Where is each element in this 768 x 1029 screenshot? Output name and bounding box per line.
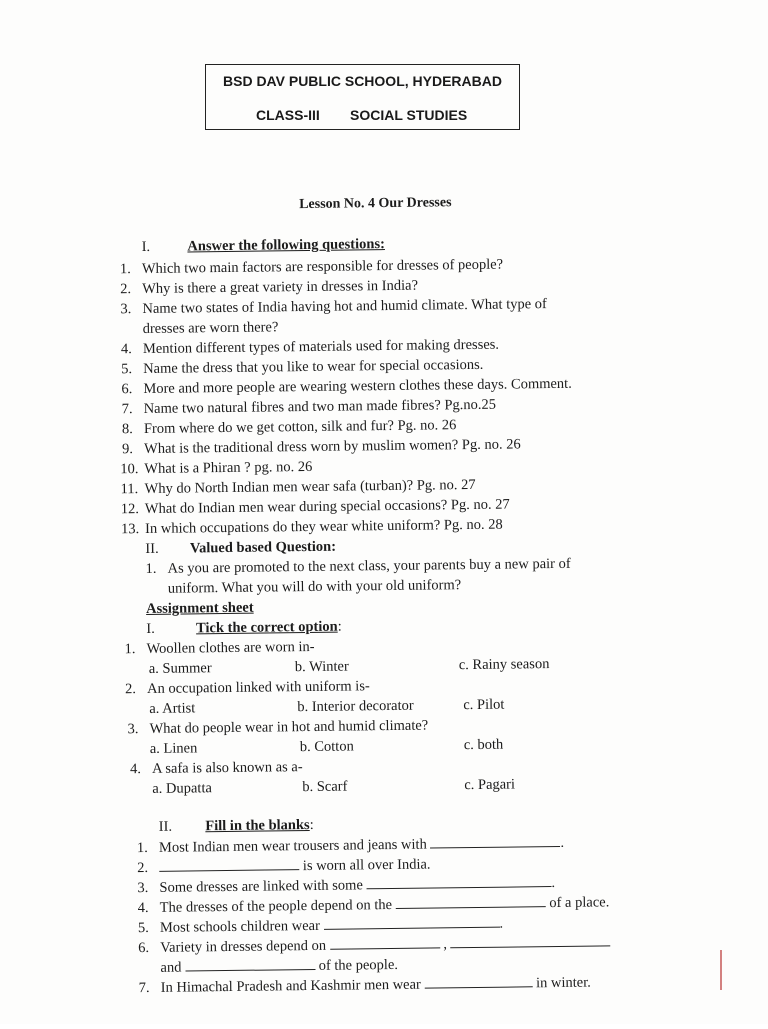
class-label: CLASS-III (256, 107, 320, 123)
school-name: BSD DAV PUBLIC SCHOOL, HYDERABAD (223, 73, 502, 89)
mcq-option-a[interactable]: a. Summer (148, 660, 212, 677)
mcq-option-c[interactable]: c. both (463, 736, 504, 754)
list-item: 13. In which occupations do they wear white uniform? Pg. no. 28 (121, 516, 503, 538)
section2-numeral: II. (145, 540, 159, 557)
fill-item: 3. Some dresses are linked with some . (137, 875, 556, 897)
blank-field[interactable] (366, 874, 551, 889)
mcq-option-c[interactable]: c. Rainy season (458, 656, 550, 674)
list-item: dresses are worn there? (142, 319, 279, 338)
list-item: 5. Name the dress that you like to wear for special occasions. (121, 356, 484, 378)
list-item: 11. Why do North Indian men wear safa (turban)? Pg. no. 27 (120, 476, 476, 498)
blank-field[interactable] (430, 834, 560, 849)
tick-title: Tick the correct option (195, 618, 338, 637)
fill-item: 6. Variety in dresses depend on , (138, 933, 611, 957)
mcq-option-a[interactable]: a. Dupatta (152, 780, 212, 797)
section1-title: Answer the following questions: (187, 236, 385, 255)
section2-title: Valued based Question: (189, 538, 337, 557)
fill-heading: II. Fill in the blanks: (158, 816, 314, 835)
list-item: 12. What do Indian men wear during special occasions? Pg. no. 27 (120, 496, 510, 518)
fill-item: 2. is worn all over India. (137, 856, 431, 877)
fill-item: 5. Most schools children wear . (137, 915, 504, 937)
list-item: 1. Which two main factors are responsible for dresses of people? (119, 256, 504, 278)
section1-heading (142, 236, 385, 256)
list-item: 10. What is a Phiran ? pg. no. 26 (120, 458, 313, 478)
assignment-title: Assignment sheet (145, 599, 254, 617)
list-item: 8. From where do we get cotton, silk and fur? Pg. no. 26 (121, 417, 457, 438)
list-item: 4. Mention different types of materials used for making dresses. (120, 336, 500, 358)
blank-field[interactable] (451, 933, 611, 948)
list-item: 9. What is the traditional dress worn by muslim women? Pg. no. 26 (122, 436, 521, 458)
section2-heading (145, 539, 336, 558)
mcq-option-b[interactable]: b. Winter (294, 658, 349, 676)
value-question-line1: 1. As you are promoted to the next class, your parents buy a new pair of (145, 555, 571, 577)
blank-field[interactable] (323, 915, 499, 930)
fill-item: 7. In Himachal Pradesh and Kashmir men wear in winter. (138, 974, 591, 997)
mcq-option-c[interactable]: c. Pagari (464, 776, 516, 794)
blank-field[interactable] (185, 957, 315, 972)
mcq-question: 2. An occupation linked with uniform is- (124, 678, 370, 698)
blank-field[interactable] (159, 857, 299, 872)
blank-field[interactable] (424, 974, 532, 988)
fill-item: 4. The dresses of the people depend on the of a place. (137, 894, 610, 917)
mcq-question: 4. A safa is also known as a- (129, 759, 303, 778)
mcq-option-a[interactable]: a. Artist (149, 700, 196, 717)
list-item: 2. Why is there a great variety in dresses in India? (120, 277, 419, 298)
fill-item: and of the people. (160, 956, 399, 976)
lesson-title: Lesson No. 4 Our Dresses (299, 195, 452, 213)
list-item: 7. Name two natural fibres and two man made fibres? Pg.no.25 (121, 396, 497, 418)
blank-field[interactable] (330, 935, 440, 949)
fill-title: Fill in the blanks (205, 816, 310, 835)
tick-heading: I. Tick the correct option: (146, 618, 342, 637)
mcq-option-b[interactable]: b. Interior decorator (297, 697, 414, 716)
blank-field[interactable] (396, 894, 546, 909)
mcq-option-b[interactable]: b. Scarf (302, 778, 348, 796)
mcq-question: 1. Woollen clothes are worn in- (124, 638, 315, 658)
list-item: 3. Name two states of India having hot and humid climate. What type of (120, 296, 547, 318)
value-question-line2: uniform. What you will do with your old uniform? (167, 577, 462, 597)
fill-item: 1. Most Indian men wear trousers and jeans with . (136, 834, 565, 857)
section1-numeral: I. (141, 238, 151, 256)
list-item: 6. More and more people are wearing western clothes these days. Comment. (121, 375, 572, 398)
mcq-option-b[interactable]: b. Cotton (299, 738, 354, 756)
subject-label: SOCIAL STUDIES (350, 107, 468, 123)
mcq-option-a[interactable]: a. Linen (149, 740, 198, 757)
mcq-option-c[interactable]: c. Pilot (463, 696, 505, 714)
mcq-question: 3. What do people wear in hot and humid climate? (127, 717, 429, 738)
margin-mark (720, 950, 722, 990)
